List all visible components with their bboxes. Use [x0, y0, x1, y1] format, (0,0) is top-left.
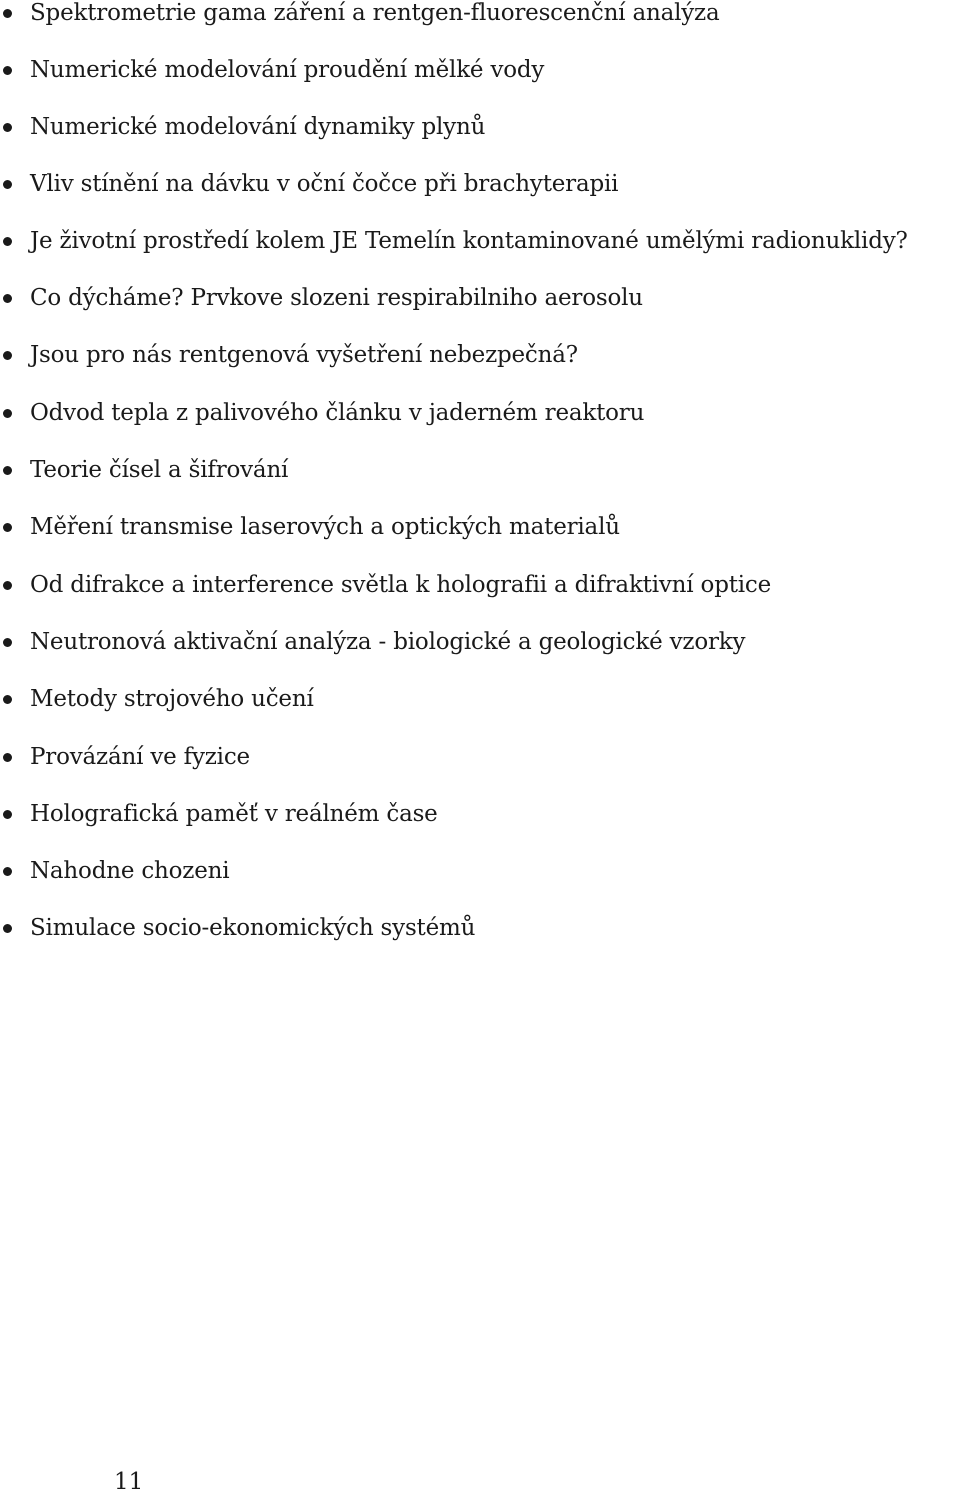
topic-label: Numerické modelování proudění mělké vody [30, 57, 545, 83]
bullet-icon [3, 66, 12, 75]
bullet-icon [3, 867, 12, 876]
bullet-icon [3, 581, 12, 590]
topic-label: Vliv stínění na dávku v oční čočce při brachyterapii [30, 171, 619, 197]
topic-label: Od difrakce a interference světla k holografii a difraktivní optice [30, 572, 772, 598]
bullet-icon [3, 466, 12, 475]
bullet-icon [3, 753, 12, 762]
topic-label: Co dýcháme? Prvkove slozeni respirabilniho aerosolu [30, 285, 643, 311]
bullet-icon [3, 123, 12, 132]
bullet-icon [3, 810, 12, 819]
bullet-icon [3, 523, 12, 532]
topic-label: Neutronová aktivační analýza - biologické a geologické vzorky [30, 629, 746, 655]
bullet-icon [3, 351, 12, 360]
bullet-icon [3, 237, 12, 246]
topic-label: Numerické modelování dynamiky plynů [30, 114, 486, 140]
bullet-icon [3, 924, 12, 933]
topic-label: Spektrometrie gama záření a rentgen-fluorescenční analýza [30, 0, 720, 26]
topic-label: Provázání ve fyzice [30, 744, 250, 770]
topic-label: Je životní prostředí kolem JE Temelín kontaminované umělými radionuklidy? [30, 228, 908, 254]
topic-label: Měření transmise laserových a optických materialů [30, 514, 620, 540]
page-number: 11 [114, 1469, 144, 1495]
bullet-icon [3, 409, 12, 418]
bullet-icon [3, 294, 12, 303]
topic-label: Teorie čísel a šifrování [30, 457, 289, 483]
bullet-icon [3, 180, 12, 189]
topic-label: Jsou pro nás rentgenová vyšetření nebezpečná? [30, 342, 578, 368]
topic-label: Holografická paměť v reálném čase [30, 801, 438, 827]
topic-label: Odvod tepla z palivového článku v jaderném reaktoru [30, 400, 645, 426]
topic-label: Metody strojového učení [30, 686, 314, 712]
topic-label: Nahodne chozeni [30, 858, 230, 884]
bullet-icon [3, 9, 12, 18]
bullet-icon [3, 695, 12, 704]
topic-label: Simulace socio-ekonomických systémů [30, 915, 476, 941]
bullet-icon [3, 638, 12, 647]
